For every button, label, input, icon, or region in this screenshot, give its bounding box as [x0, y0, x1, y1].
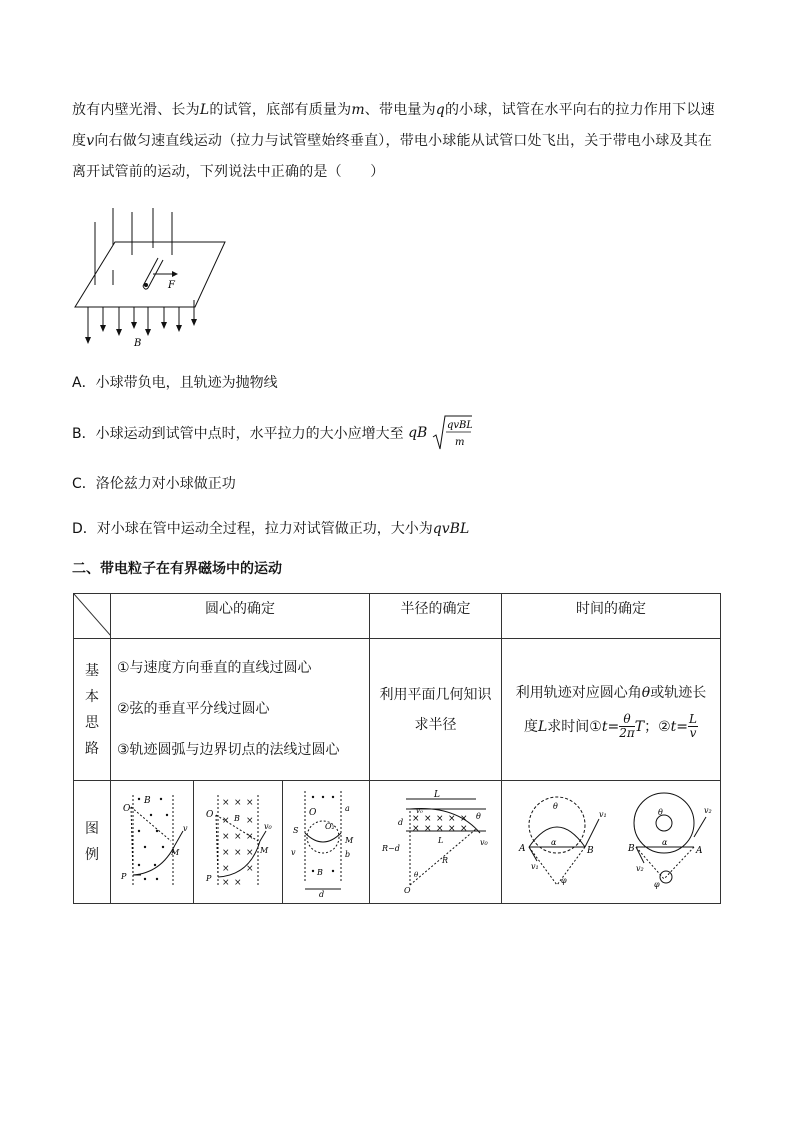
center-examples-cell	[111, 781, 370, 904]
option-d-formula: qvBL	[432, 521, 470, 537]
svg-text:B: B	[144, 796, 151, 806]
row-label-char: 思	[85, 714, 99, 731]
option-b	[72, 415, 472, 451]
formula-t1-lhs: t=	[601, 718, 620, 735]
svg-text:O: O	[206, 810, 214, 820]
svg-text:R: R	[441, 856, 448, 865]
time-example-diagram-2	[616, 787, 716, 897]
row-label-examples	[74, 781, 111, 904]
row-label-char: 例	[85, 847, 99, 863]
svg-text:×: ×	[222, 832, 230, 842]
svg-text:×: ×	[234, 848, 242, 858]
svg-text:×: ×	[234, 798, 242, 808]
svg-text:×: ×	[234, 878, 242, 888]
fraction-denominator: v	[689, 726, 697, 740]
radius-text-line: 求半径	[414, 716, 457, 733]
svg-text:×: ×	[411, 814, 420, 824]
svg-text:M: M	[260, 846, 269, 855]
var-L: L	[199, 102, 210, 118]
sqrt-numerator: qvBL	[446, 420, 472, 431]
svg-text:×: ×	[459, 824, 468, 834]
fraction-numerator: θ	[619, 713, 635, 727]
time-text: 利用轨迹对应圆心角	[515, 684, 642, 701]
svg-text:×: ×	[459, 814, 468, 824]
var-L: L	[538, 718, 548, 735]
center-methods-cell	[111, 639, 370, 781]
svg-text:×: ×	[246, 798, 254, 808]
var-q: q	[435, 102, 445, 118]
svg-text:P: P	[206, 874, 212, 883]
q-text-1d: 的小球，试管在水平向右的拉力作用下以速	[444, 102, 715, 118]
svg-text:d: d	[319, 890, 325, 899]
svg-text:A: A	[518, 844, 525, 854]
svg-text:×: ×	[246, 816, 254, 826]
force-label: F	[168, 280, 175, 291]
center-method-item: ①与速度方向垂直的直线过圆心	[117, 660, 312, 676]
svg-text:θ: θ	[552, 802, 558, 811]
fraction-numerator: L	[689, 712, 697, 726]
svg-text:R−d: R−d	[381, 844, 400, 853]
sqrt-denominator: m	[454, 437, 465, 448]
formula-t2-fraction	[688, 713, 698, 740]
q-text-1b: 的试管，底部有质量为	[209, 102, 352, 118]
q-text-2a: 度	[72, 133, 87, 149]
example-diagram-3	[283, 781, 369, 903]
svg-text:×: ×	[435, 824, 444, 834]
header-time: 时间的确定	[502, 594, 721, 639]
fraction-denominator: 2π	[619, 726, 635, 740]
example-diagram-1	[111, 781, 194, 903]
option-c: C．洛伦兹力对小球做正功	[72, 476, 236, 492]
q-text-1c: 、带电量为	[364, 102, 436, 118]
option-d-text: D．对小球在管中运动全过程，拉力对试管做正功，大小为	[72, 521, 433, 537]
center-method-item: ②弦的垂直平分线过圆心	[117, 701, 270, 717]
svg-text:B: B	[627, 844, 635, 854]
option-d	[72, 518, 469, 538]
row-label-char: 路	[85, 740, 99, 757]
svg-text:φ: φ	[560, 876, 567, 885]
radius-method-cell	[370, 639, 502, 781]
time-text: 或轨迹长	[650, 684, 707, 701]
time-text: 度	[524, 718, 538, 735]
svg-text:v: v	[183, 824, 188, 833]
row-label-char: 图	[85, 821, 99, 837]
svg-text:v₀: v₀	[479, 838, 488, 847]
summary-table	[73, 593, 721, 904]
svg-text:×: ×	[246, 832, 254, 842]
svg-text:×: ×	[411, 824, 420, 834]
svg-text:×: ×	[222, 798, 230, 808]
header-center: 圆心的确定	[111, 594, 370, 639]
svg-text:L: L	[437, 836, 443, 845]
svg-text:b: b	[345, 850, 351, 859]
svg-text:B: B	[234, 814, 240, 823]
svg-text:v₀: v₀	[415, 807, 423, 815]
svg-text:×: ×	[246, 848, 254, 858]
section-title: 二、带电粒子在有界磁场中的运动	[72, 561, 282, 577]
svg-text:M: M	[171, 848, 180, 857]
svg-text:×: ×	[447, 814, 456, 824]
question-line-3: 离开试管前的运动，下列说法中正确的是（ ）	[72, 164, 385, 180]
var-T: T	[634, 718, 645, 735]
option-b-qB: qB	[408, 425, 428, 441]
svg-text:θ: θ	[657, 808, 663, 817]
sqrt-formula	[432, 415, 472, 451]
time-example-diagram-1	[507, 787, 607, 897]
svg-text:A: A	[695, 846, 702, 856]
question-text	[72, 95, 722, 188]
row-label-char: 本	[85, 688, 99, 705]
time-text: 求时间①	[547, 718, 602, 735]
question-line-1	[72, 95, 722, 126]
field-label: B	[134, 338, 142, 349]
var-m: m	[351, 102, 365, 118]
svg-text:d: d	[397, 818, 403, 827]
svg-text:a: a	[345, 804, 350, 813]
svg-text:O₂: O₂	[325, 822, 335, 831]
test-tube-figure	[70, 200, 240, 350]
option-b-text: B．小球运动到试管中点时，水平拉力的大小应增大至	[72, 426, 404, 442]
svg-text:×: ×	[234, 832, 242, 842]
header-radius: 半径的确定	[370, 594, 502, 639]
svg-text:v₀: v₀	[264, 822, 272, 831]
time-examples-cell	[502, 781, 721, 904]
svg-text:v: v	[291, 848, 296, 857]
svg-text:v₁: v₁	[598, 810, 607, 819]
option-a: A．小球带负电，且轨迹为抛物线	[72, 375, 278, 391]
svg-text:×: ×	[222, 878, 230, 888]
svg-text:φ: φ	[653, 880, 660, 889]
svg-text:×: ×	[222, 864, 230, 874]
svg-text:S: S	[293, 826, 299, 835]
radius-example-cell	[370, 781, 502, 904]
svg-text:L: L	[433, 790, 440, 800]
plane	[75, 242, 225, 307]
svg-text:×: ×	[435, 814, 444, 824]
radius-text-line: 利用平面几何知识	[379, 686, 492, 703]
q-text-1: 放有内壁光滑、长为	[72, 102, 200, 118]
time-method-cell	[502, 639, 721, 781]
svg-text:v₂: v₂	[703, 806, 712, 815]
question-line-2	[72, 126, 722, 157]
svg-text:v₂: v₂	[635, 864, 644, 873]
svg-text:α: α	[550, 838, 556, 847]
time-text-line-2	[502, 710, 720, 744]
svg-text:×: ×	[246, 864, 254, 874]
center-method-item: ③轨迹圆弧与边界切点的法线过圆心	[117, 742, 340, 758]
example-diagram-2	[194, 781, 283, 903]
svg-text:O: O	[123, 804, 131, 814]
svg-text:×: ×	[423, 824, 432, 834]
row-label-basic	[74, 639, 111, 781]
var-theta: θ	[641, 684, 651, 701]
svg-text:P: P	[121, 872, 127, 881]
formula-t1-fraction	[619, 713, 635, 740]
table-corner-cell	[74, 594, 111, 639]
svg-text:O: O	[403, 886, 411, 895]
svg-text:α: α	[661, 838, 667, 847]
svg-text:×: ×	[222, 848, 230, 858]
row-label-char: 基	[85, 662, 99, 679]
svg-text:×: ×	[423, 814, 432, 824]
svg-text:B: B	[586, 846, 594, 856]
svg-text:M: M	[345, 836, 354, 845]
svg-text:v₁: v₁	[530, 862, 539, 871]
formula-t2-lhs: t=	[670, 718, 689, 735]
separator: ；②	[644, 718, 671, 735]
svg-text:θ: θ	[475, 812, 481, 821]
svg-text:θ: θ	[413, 871, 418, 879]
time-text-line-1	[502, 676, 720, 710]
svg-text:×: ×	[447, 824, 456, 834]
svg-text:B: B	[317, 868, 323, 877]
radius-example-diagram	[376, 785, 496, 895]
q-text-2b: 向右做匀速直线运动（拉力与试管壁始终垂直），带电小球能从试管口处飞出，关于带电小球及其在	[94, 133, 713, 149]
svg-text:O: O	[309, 808, 317, 818]
var-v: v	[86, 133, 95, 149]
svg-text:×: ×	[222, 816, 230, 826]
